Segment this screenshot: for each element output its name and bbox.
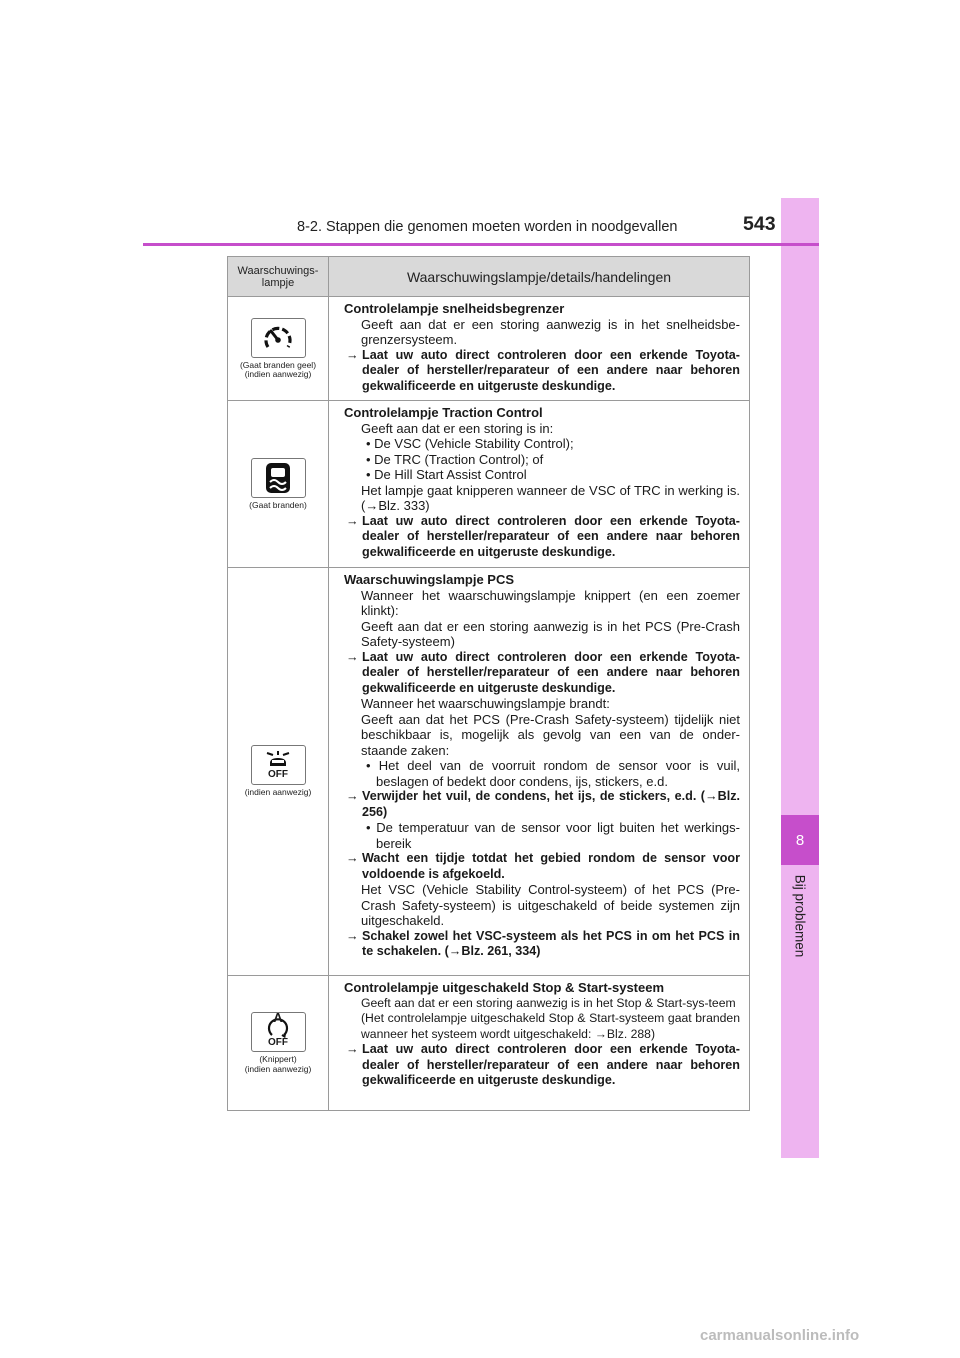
- bullet-text: De VSC (Vehicle Stability Control);: [374, 436, 574, 451]
- table-row: [228, 976, 750, 1111]
- bullet-text: De temperatuur van de sensor voor ligt buiten het werkings-bereik: [376, 820, 740, 851]
- description-paragraph: Geeft aan dat het PCS (Pre-Crash Safety-systeem) tijdelijk niet beschikbaar is, mogelijk als gevolg van een van de onder-staande zaken:: [361, 711, 740, 758]
- bullet-item: • De temperatuur van de sensor voor ligt buiten het werkings-bereik: [366, 820, 740, 851]
- description-cell: [329, 976, 750, 1111]
- table-row: [228, 401, 750, 568]
- header-rule: [143, 243, 819, 246]
- bullet-item: • De VSC (Vehicle Stability Control);: [366, 436, 574, 451]
- bullet-text: De Hill Start Assist Control: [374, 467, 527, 482]
- arrow-icon: →: [346, 851, 359, 865]
- description-paragraph: Het lampje gaat knipperen wanneer de VSC of TRC in werking is. (→Blz. 333): [361, 482, 740, 513]
- bullet-text: Het deel van de voorruit rondom de sensor voor is vuil, beslagen of bedekt door condens, ijs, stickers, e.d.: [376, 758, 740, 789]
- icon-caption: (Knippert): [259, 1054, 297, 1064]
- bullet-item: • De Hill Start Assist Control: [366, 467, 527, 482]
- arrow-icon: →: [346, 513, 359, 528]
- speed-limiter-gauge-icon: [251, 318, 306, 358]
- column-header-line: Waarschuwings-: [237, 264, 319, 277]
- arrow-icon: →: [346, 649, 359, 664]
- description-cell: [329, 568, 750, 976]
- column-header-details: Waarschuwingslampje/details/handelingen: [329, 257, 750, 297]
- action-item: [346, 1042, 740, 1089]
- description-paragraph: Het VSC (Vehicle Stability Control-systeem) of het PCS (Pre-Crash Safety-systeem) is uitgeschakeld of beide systemen zijn uitgeschakeld.: [361, 882, 740, 928]
- description-cell: [329, 297, 750, 401]
- action-item: [346, 929, 740, 960]
- arrow-icon: →: [346, 789, 359, 803]
- description-paragraph: Geeft aan dat er een storing is in:: [361, 420, 554, 436]
- icon-cell: [228, 976, 329, 1111]
- action-text: Schakel zowel het VSC-systeem als het PCS in om het PCS in te schakelen. (→Blz. 261, 334): [362, 928, 740, 958]
- column-header-line: lampje: [261, 276, 295, 289]
- bullet-text: De TRC (Traction Control); of: [374, 451, 544, 467]
- arrow-icon: →: [346, 928, 359, 943]
- arrow-icon: →: [346, 347, 359, 362]
- icon-caption: (Gaat branden geel): [239, 359, 317, 370]
- description-paragraph: Geeft aan dat er een storing aanwezig is in het Stop & Start-sys-teem: [361, 995, 736, 1010]
- stop-start-off-icon: A OFF: [251, 1012, 306, 1052]
- watermark: carmanualsonline.info: [700, 1327, 860, 1344]
- action-text: Laat uw auto direct controleren door een erkende Toyota-dealer of hersteller/reparateur of een andere naar behoren gekwalificeerde en uitgeruste deskundige.: [362, 513, 740, 559]
- description-paragraph: Geeft aan dat er een storing aanwezig is in het PCS (Pre-Crash Safety-systeem): [361, 618, 740, 649]
- pcs-off-collision-icon: [251, 745, 306, 785]
- column-header-warning-light: [228, 257, 329, 297]
- table-row: [228, 568, 750, 976]
- off-label: OFF: [268, 1037, 288, 1048]
- icon-caption: (indien aanwezig): [244, 1063, 312, 1074]
- action-item: [346, 514, 740, 561]
- action-item: [346, 348, 740, 395]
- icon-cell: [228, 568, 329, 976]
- description-cell: [329, 401, 750, 568]
- action-text: Wacht een tijdje totdat het gebied rondom de sensor voor voldoende is afgekoeld.: [362, 851, 740, 881]
- icon-cell: [228, 401, 329, 568]
- warning-lights-table: [227, 256, 750, 1111]
- light-title: Controlelampje uitgeschakeld Stop & Start-systeem: [344, 980, 665, 995]
- table-row: [228, 297, 750, 401]
- bullet-item: • De TRC (Traction Control); of: [366, 451, 544, 467]
- action-item: [346, 851, 740, 882]
- light-title: Controlelampje snelheidsbegrenzer: [344, 301, 565, 316]
- chapter-number-tab: 8: [781, 815, 819, 865]
- icon-caption: (Gaat branden): [249, 499, 307, 510]
- action-text: Laat uw auto direct controleren door een erkende Toyota-dealer of hersteller/reparateur of een andere naar behoren gekwalificeerde en uitgeruste deskundige.: [362, 347, 740, 393]
- description-paragraph: Geeft aan dat er een storing aanwezig is in het snelheidsbe-grenzersysteem.: [361, 316, 740, 347]
- light-title: Waarschuwingslampje PCS: [344, 572, 515, 587]
- action-text: Laat uw auto direct controleren door een erkende Toyota-dealer of hersteller/reparateur of een andere naar behoren gekwalificeerde en uitgeruste deskundige.: [362, 1042, 740, 1087]
- off-label: OFF: [268, 769, 288, 781]
- traction-control-skid-car-icon: [251, 458, 306, 498]
- action-text: Laat uw auto direct controleren door een erkende Toyota-dealer of hersteller/reparateur of een andere naar behoren gekwalificeerde en uitgeruste deskundige.: [362, 649, 740, 695]
- side-tab-strip: [781, 198, 819, 1158]
- description-paragraph: Wanneer het waarschuwingslampje knippert (en een zoemer klinkt):: [361, 587, 740, 618]
- action-text: Verwijder het vuil, de condens, het ijs, de stickers, e.d. (→Blz. 256): [362, 789, 740, 819]
- icon-caption: (indien aanwezig): [244, 787, 312, 798]
- description-paragraph: (Het controlelampje uitgeschakeld Stop & Start-systeem gaat branden wanneer het systeem wordt uitgeschakeld: →Blz. 288): [361, 1011, 740, 1041]
- section-title: 8-2. Stappen die genomen moeten worden in noodgevallen: [297, 219, 678, 235]
- page-number: 543: [743, 213, 776, 235]
- arrow-icon: →: [346, 1042, 359, 1056]
- chapter-label: Bij problemen: [792, 874, 808, 958]
- table-header-row: [228, 257, 750, 297]
- description-paragraph: Wanneer het waarschuwingslampje brandt:: [361, 696, 610, 711]
- icon-cell: [228, 297, 329, 401]
- icon-caption: (indien aanwezig): [244, 369, 312, 379]
- action-item: [346, 650, 740, 697]
- action-item: [346, 789, 740, 820]
- bullet-item: • Het deel van de voorruit rondom de sensor voor is vuil, beslagen of bedekt door condens, ijs, stickers, e.d.: [366, 758, 740, 789]
- light-title: Controlelampje Traction Control: [344, 405, 543, 420]
